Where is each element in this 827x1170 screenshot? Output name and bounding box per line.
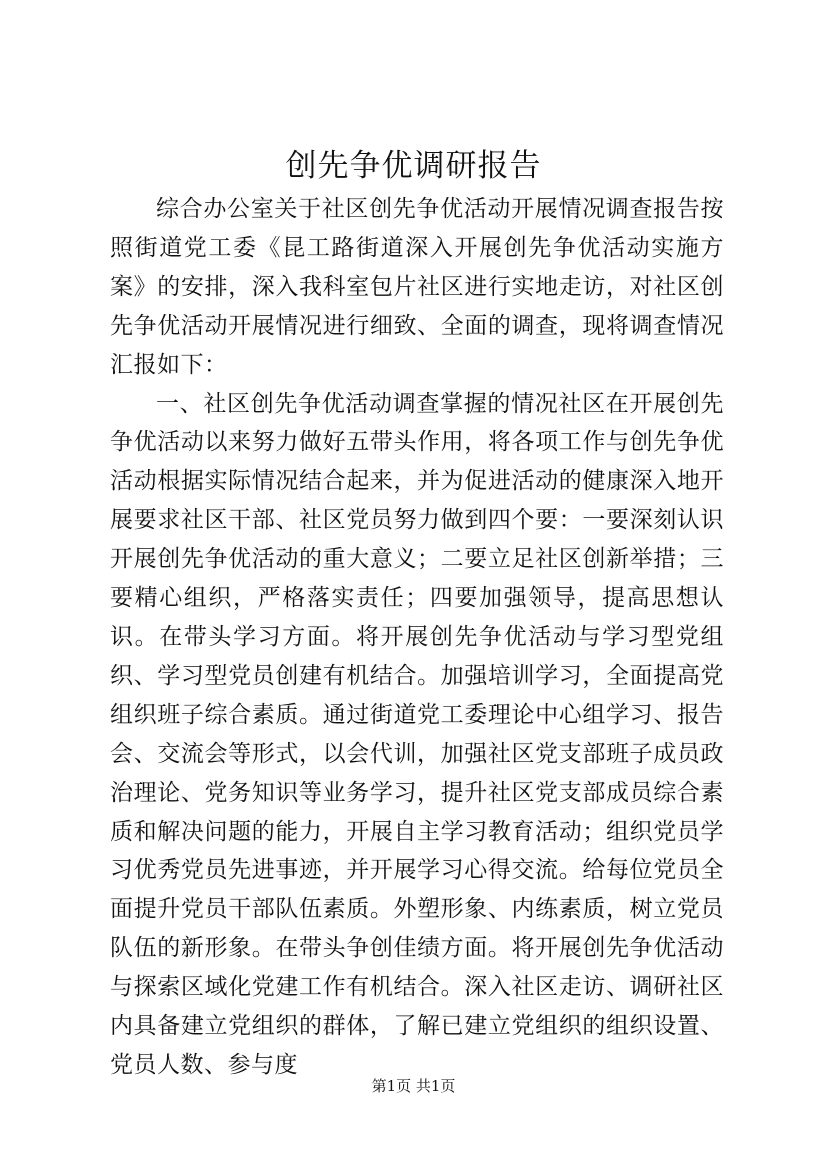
page-number-footer: 第1页 共1页 [371,1077,456,1095]
document-title: 创先争优调研报告 [285,148,542,184]
paragraph-intro: 综合办公室关于社区创先争优活动开展情况调查报告按照街道党工委《昆工路街道深入开展创先争优活动实施方案》的安排，深入我科室包片社区进行实地走访，对社区创先争优活动开展情况进行细致、全面的调查，现将调查情况汇报如下： [110,196,724,378]
paragraph-section-one: 一、社区创先争优活动调查掌握的情况社区在开展创先争优活动以来努力做好五带头作用，将各项工作与创先争优活动根据实际情况结合起来，并为促进活动的健康深入地开展要求社区干部、社区党员努力做到四个要：一要深刻认识开展创先争优活动的重大意义；二要立足社区创新举措；三要精心组织，严格落实责任；四要加强领导，提高思想认识。在带头学习方面。将开展创先争优活动与学习型党组织、学习型党员创建有机结合。加强培训学习，全面提高党组织班子综合素质。通过街道党工委理论中心组学习、报告会、交流会等形式，以会代训，加强社区党支部班子成员政治理论、党务知识等业务学习，提升社区党支部成员综合素质和解决问题的能力，开展自主学习教育活动；组织党员学习优秀党员先进事迹，并开展学习心得交流。给每位党员全面提升党员干部队伍素质。外塑形象、内练素质，树立党员队伍的新形象。在带头争创佳绩方面。将开展创先争优活动与探索区域化党建工作有机结合。深入社区走访、调研社区内具备建立党组织的群体，了解已建立党组织的组织设置、党员人数、参与度 [110,390,724,1078]
document-body [110,190,724,1085]
